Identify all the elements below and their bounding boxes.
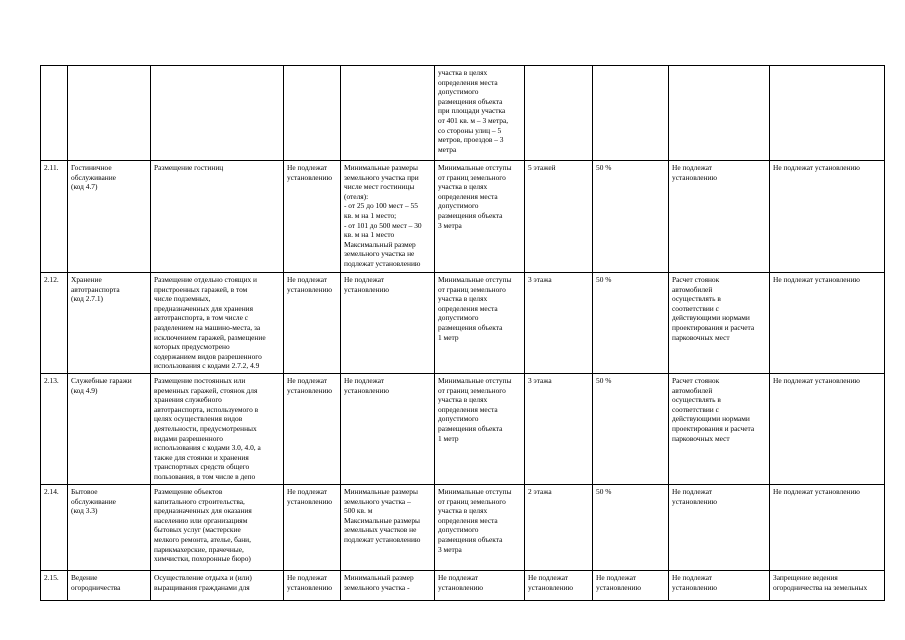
plot-size-cell <box>341 273 435 374</box>
col4-cell <box>284 161 341 273</box>
cell-text: 3 этажа <box>528 275 552 284</box>
plot-size-cell <box>341 66 435 161</box>
cell-text: Не подлежат установлению <box>528 572 574 592</box>
use-description-cell <box>151 570 284 600</box>
row-number-cell <box>41 570 68 600</box>
cell-text: Не подлежат установлению <box>287 486 333 506</box>
floors-cell <box>525 66 593 161</box>
parking-cell <box>669 570 770 600</box>
cell-text: 50 % <box>596 375 612 385</box>
zoning-regulations-table <box>40 65 885 601</box>
cell-text: Минимальный размер земельного участка - <box>344 572 414 592</box>
cell-text: 2.14. <box>44 486 59 496</box>
row-number-cell <box>41 373 68 484</box>
use-name-cell <box>68 66 151 161</box>
cell-text: 2 этажа <box>528 486 552 496</box>
cell-text: Минимальные отступы от границ земельного участка в целях определения места допустимого размещения объекта 1 метр <box>438 275 512 342</box>
cell-text: Минимальные отступы от границ земельного участка в целях определения места допустимого размещения объекта 1 метр <box>438 375 512 443</box>
cell-text: 50 % <box>596 163 612 172</box>
cell-text: Размещение объектов капитального строительства, предназначенных для оказания населению или организациям бытовых услуг (мастерские мелкого ремонта, ателье, бани, парикмахерские, прачечные, химчистки, похоронные бюро) <box>154 486 252 564</box>
table-row <box>41 273 885 374</box>
row-number-cell <box>41 66 68 161</box>
use-description-cell <box>151 484 284 570</box>
cell-text: Минимальные отступы от границ земельного участка в целях определения места допустимого размещения объекта 3 метра <box>438 486 512 554</box>
floors-cell <box>525 484 593 570</box>
floors-cell <box>525 570 593 600</box>
restrictions-cell <box>770 484 885 570</box>
use-name-cell <box>68 161 151 273</box>
row-number-cell <box>41 273 68 374</box>
cell-text: 2.12. <box>44 275 59 284</box>
cell-text: Не подлежат установлению <box>287 572 333 592</box>
floors-cell <box>525 373 593 484</box>
cell-text: Бытовое обслуживание (код 3.3) <box>71 486 116 516</box>
table-row <box>41 484 885 570</box>
parking-cell <box>669 373 770 484</box>
cell-text: Не подлежат установлению <box>773 275 860 284</box>
use-description-cell <box>151 66 284 161</box>
floors-cell <box>525 273 593 374</box>
cell-text: Минимальные размеры земельного участка – 500 кв. м Максимальные размеры земельных участков не подлежат установлению <box>344 486 421 544</box>
cell-text: 2.15. <box>44 572 59 582</box>
coverage-cell <box>593 570 669 600</box>
use-name-cell <box>68 273 151 374</box>
cell-text: Не подлежат установлению <box>672 486 718 506</box>
parking-cell <box>669 161 770 273</box>
restrictions-cell <box>770 66 885 161</box>
plot-size-cell <box>341 570 435 600</box>
cell-text: Расчет стоянок автомобилей осуществлять в соответствии с действующими нормами проектирования и расчета парковочных мест <box>672 375 755 443</box>
parking-cell <box>669 66 770 161</box>
cell-text: Ведение огородничества <box>71 572 121 592</box>
restrictions-cell <box>770 273 885 374</box>
use-description-cell <box>151 373 284 484</box>
cell-text: 50 % <box>596 486 612 496</box>
cell-text: Осуществление отдыха и (или) выращивания гражданами для <box>154 572 252 592</box>
parking-cell <box>669 273 770 374</box>
cell-text: Минимальные отступы от границ земельного участка в целях определения места допустимого размещения объекта 3 метра <box>438 163 512 230</box>
cell-text: Размещение гостиниц <box>154 163 224 172</box>
plot-size-cell <box>341 373 435 484</box>
cell-text: Минимальные размеры земельного участка при числе мест гостиницы (отеля): - от 25 до 100 мест – 55 кв. м на 1 место; - от 101 до 500 мест – 30 кв. м на 1 место Максимальный размер земельного участка не подлежат установлению <box>344 163 422 268</box>
col4-cell <box>284 66 341 161</box>
cell-text: Не подлежат установлению <box>773 163 860 172</box>
coverage-cell <box>593 373 669 484</box>
cell-text: Не подлежат установлению <box>773 375 860 385</box>
use-description-cell <box>151 273 284 374</box>
restrictions-cell <box>770 161 885 273</box>
cell-text: Служебные гаражи (код 4.9) <box>71 375 132 395</box>
cell-text: Не подлежат установлению <box>287 375 333 395</box>
cell-text: Хранение автотранспорта (код 2.7.1) <box>71 275 120 304</box>
cell-text: Не подлежат установлению <box>287 163 333 182</box>
setback-cell <box>435 570 525 600</box>
table-row <box>41 570 885 600</box>
use-name-cell <box>68 373 151 484</box>
cell-text: Не подлежат установлению <box>672 163 718 182</box>
cell-text: Размещение отдельно стоящих и пристроенных гаражей, в том числе подземных, предназначенных для хранения автотранспорта, в том числе с разделением на машино-места, за исключением гаражей, размещение которых предусмотрено содержанием видов разрешенного использования с кодами 2.7.2, 4.9 <box>154 275 266 371</box>
setback-cell <box>435 66 525 161</box>
floors-cell <box>525 161 593 273</box>
parking-cell <box>669 484 770 570</box>
cell-text: 50 % <box>596 275 612 284</box>
cell-text: Не подлежат установлению <box>344 375 390 395</box>
cell-text: Не подлежат установлению <box>344 275 390 294</box>
plot-size-cell <box>341 161 435 273</box>
plot-size-cell <box>341 484 435 570</box>
cell-text: участка в целях определения места допустимого размещения объекта при площади участка от 401 кв. м – 3 метра, со стороны улиц – 5 метров, проездов – 3 метра <box>438 68 509 154</box>
col4-cell <box>284 373 341 484</box>
coverage-cell <box>593 484 669 570</box>
cell-text: Не подлежат установлению <box>773 486 860 496</box>
col4-cell <box>284 273 341 374</box>
col4-cell <box>284 484 341 570</box>
cell-text: 2.11. <box>44 163 59 172</box>
table-row <box>41 66 885 161</box>
cell-text: 5 этажей <box>528 163 556 172</box>
cell-text: Не подлежат установлению <box>672 572 718 592</box>
coverage-cell <box>593 273 669 374</box>
row-number-cell <box>41 161 68 273</box>
restrictions-cell <box>770 570 885 600</box>
setback-cell <box>435 373 525 484</box>
use-name-cell <box>68 484 151 570</box>
col4-cell <box>284 570 341 600</box>
restrictions-cell <box>770 373 885 484</box>
cell-text: 3 этажа <box>528 375 552 385</box>
use-description-cell <box>151 161 284 273</box>
setback-cell <box>435 161 525 273</box>
coverage-cell <box>593 161 669 273</box>
row-number-cell <box>41 484 68 570</box>
table-row <box>41 373 885 484</box>
table-row <box>41 161 885 273</box>
cell-text: Размещение постоянных или временных гаражей, стоянок для хранения служебного автотранспорта, используемого в целях осуществления видов деятельности, предусмотренных видами разрешенного использования с кодами 3.0, 4.0, а также для стоянки и хранения транспортных средств общего пользования, в том числе в депо <box>154 375 261 481</box>
use-name-cell <box>68 570 151 600</box>
cell-text: Гостиничное обслуживание (код 4.7) <box>71 163 116 192</box>
setback-cell <box>435 273 525 374</box>
cell-text: Не подлежат установлению <box>596 572 642 592</box>
cell-text: 2.13. <box>44 375 59 385</box>
cell-text: Расчет стоянок автомобилей осуществлять в соответствии с действующими нормами проектирования и расчета парковочных мест <box>672 275 755 342</box>
cell-text: Не подлежат установлению <box>438 572 484 592</box>
coverage-cell <box>593 66 669 161</box>
cell-text: Не подлежат установлению <box>287 275 333 294</box>
cell-text: Запрещение ведения огородничества на земельных <box>773 572 868 592</box>
setback-cell <box>435 484 525 570</box>
